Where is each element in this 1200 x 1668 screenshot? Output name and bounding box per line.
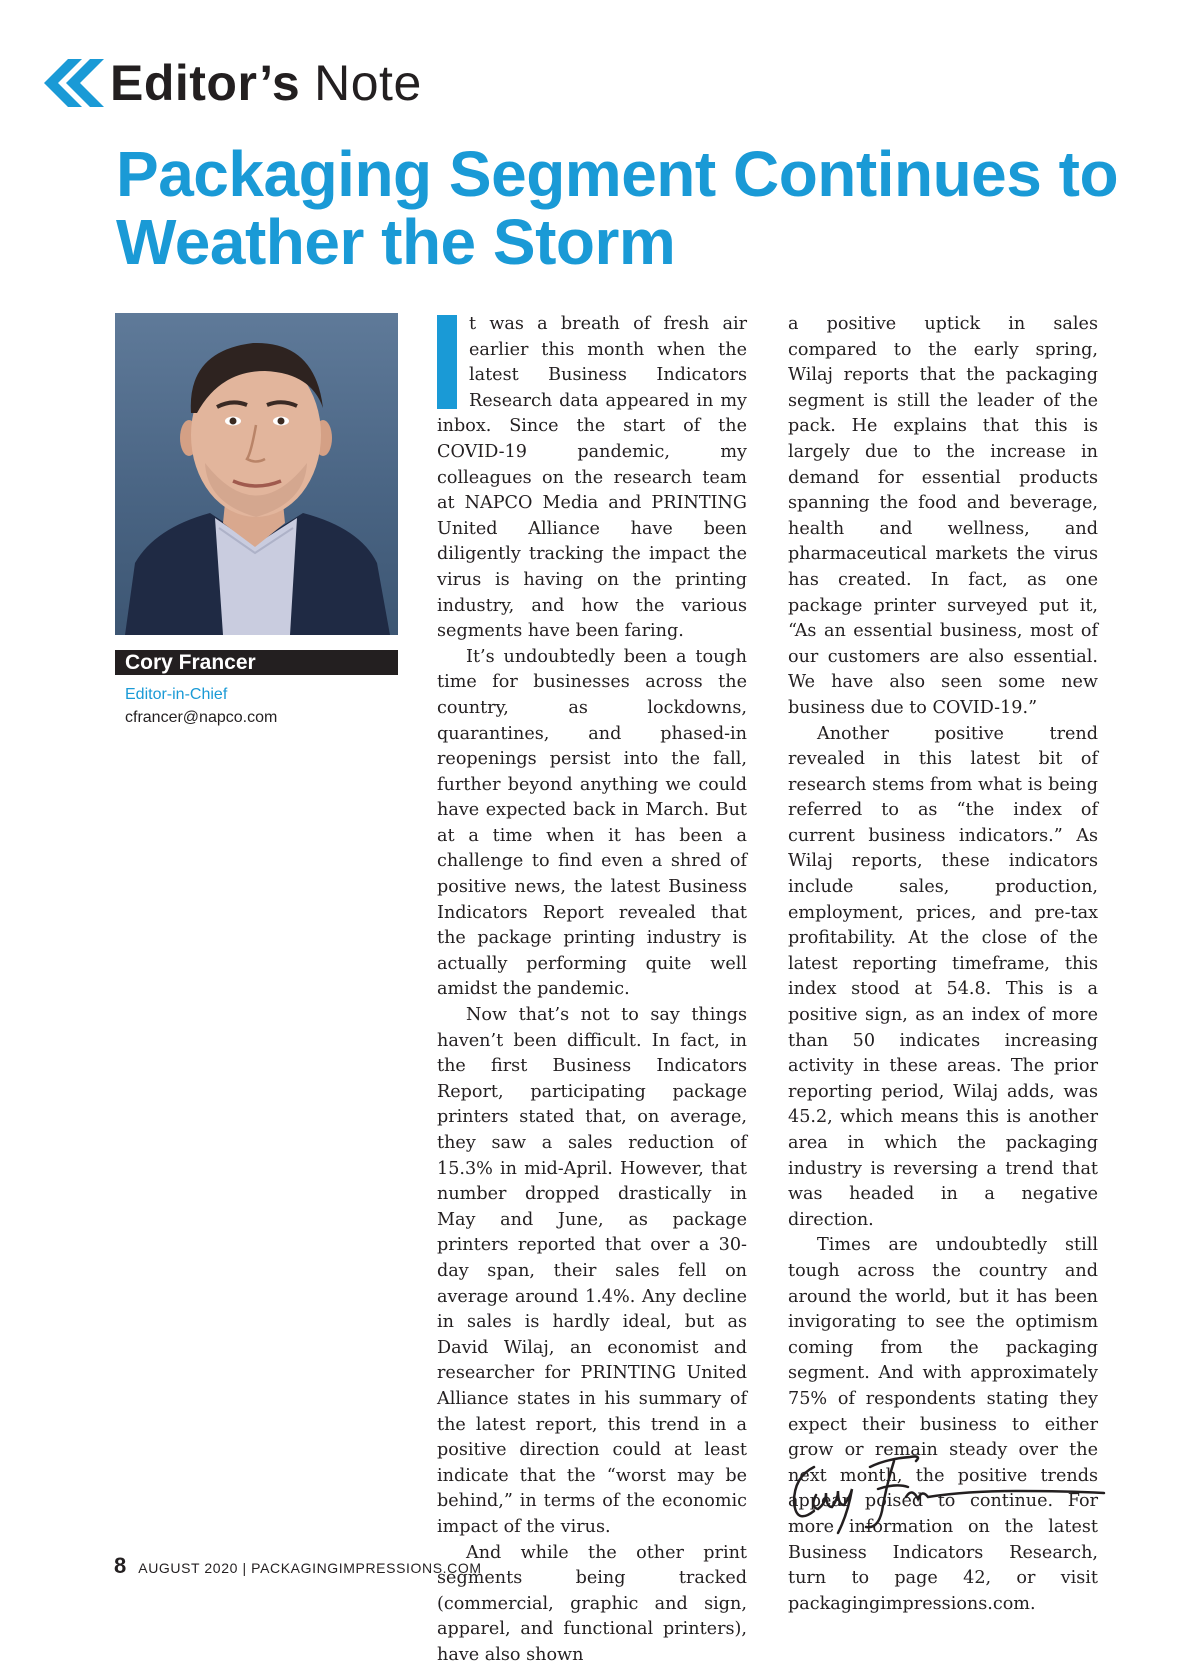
double-chevron-icon (44, 59, 104, 107)
author-portrait-icon (115, 313, 398, 635)
section-header (44, 52, 422, 114)
paragraph (437, 312, 747, 645)
section-title-bold: Editor’s (110, 54, 300, 112)
author-role: Editor-in-Chief (125, 686, 227, 704)
footer-text: AUGUST 2020 | PACKAGINGIMPRESSIONS.COM (138, 1560, 481, 1576)
author-name: Cory Francer (115, 650, 398, 675)
paragraph: Times are undoubtedly still tough across the country and around the world, but it has been invigorating to see the optimism coming from the packaging segment. And with approximately 75% of respondents stating they expect their business to either grow or remain steady over the next month, the positive trends appear poised to continue. For more information on the latest Business Indicators Research, turn to page 42, or visit packagingimpressions.com. (788, 1233, 1098, 1617)
paragraph: And while the other print segments being tracked (commercial, graphic and sign, apparel, and functional printers), have also shown (437, 1541, 747, 1668)
article-column-1 (437, 312, 747, 1668)
section-title-light: Note (314, 54, 422, 112)
paragraph-text: t was a breath of fresh air earlier this month when the latest Business Indicators Research data appeared in my inbox. Since the start of the COVID-19 pandemic, my colleagues on the research team at NAPCO Media and PRINTING United Alliance have been diligently tracking the impact the virus is having on the printing industry, and how the various segments have been faring. (437, 314, 747, 641)
paragraph: It’s undoubtedly been a tough time for businesses across the country, as lockdowns, quarantines, and phased-in reopenings persist into the fall, further beyond anything we could have expected back in March. But at a time when it has been a challenge to find even a shred of positive news, the latest Business Indicators Report revealed that the package printing industry is actually performing quite well amidst the pandemic. (437, 645, 747, 1003)
author-email[interactable]: cfrancer@napco.com (125, 709, 277, 727)
page-footer (114, 1553, 482, 1579)
signature (786, 1447, 1136, 1537)
article-column-2 (788, 312, 1098, 1617)
paragraph: Now that’s not to say things haven’t been difficult. In fact, in the first Business Indicators Report, participating package printers stated that, on average, they saw a sales reduction of 15.3% in mid-April. However, that number dropped drastically in May and June, as package printers reported that over a 30-day span, their sales fell on average around 1.4%. Any decline in sales is hardly ideal, but as David Wilaj, an economist and researcher for PRINTING United Alliance states in his summary of the latest report, this trend in a positive direction could at least indicate that the “worst may be behind,” in terms of the economic impact of the virus. (437, 1003, 747, 1540)
page-number: 8 (114, 1553, 126, 1579)
headline: Packaging Segment Continues to Weather the Storm (116, 140, 1176, 276)
paragraph: a positive uptick in sales compared to the early spring, Wilaj reports that the packaging segment is still the leader of the pack. He explains that this is largely due to the increase in demand for essential products spanning the food and beverage, health and wellness, and pharmaceutical markets the virus has created. In fact, as one package printer surveyed put it, “As an essential business, most of our customers are also essential. We have also seen some new business due to COVID-19.” (788, 312, 1098, 722)
author-photo (115, 313, 398, 635)
drop-cap-bar (437, 315, 457, 409)
paragraph: Another positive trend revealed in this latest bit of research stems from what is being referred to as “the index of current business indicators.” As Wilaj reports, these indicators include sales, production, employment, prices, and pre-tax profitability. At the close of the latest reporting timeframe, this index stood at 54.8. This is a positive sign, as an index of more than 50 indicates increasing activity in these areas. The prior reporting period, Wilaj adds, was 45.2, which means this is another area in which the packaging industry is reversing a trend that was headed in a negative direction. (788, 722, 1098, 1234)
